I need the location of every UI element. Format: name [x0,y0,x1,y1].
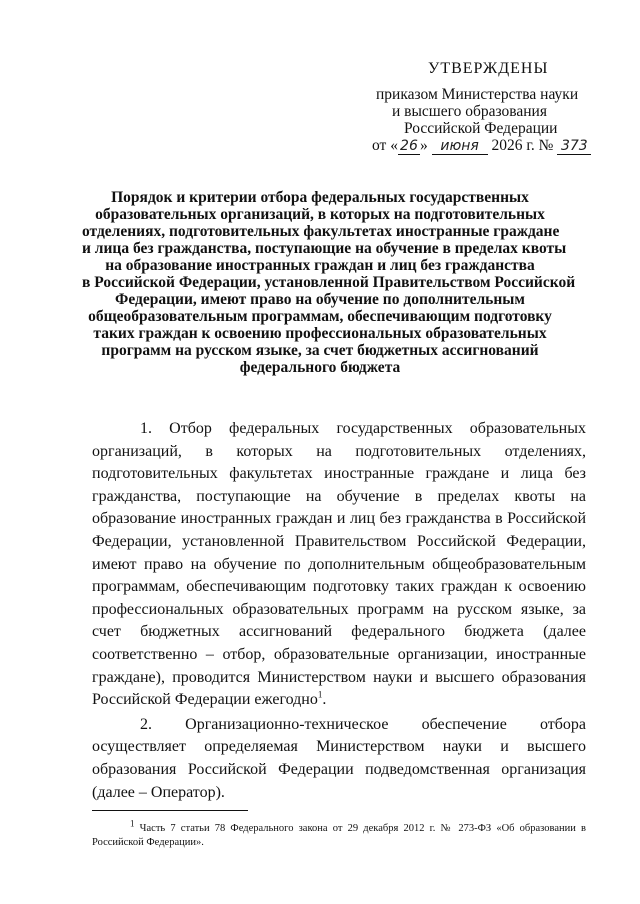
paragraph-1-text: 1. Отбор федеральных государственных образовательных организаций, в которых на подготовительных отделениях, подготовительных факультетах иностранные граждане и лица без гражданства, поступающие на обучение в пределах квоты на образование иностранных граждан и лиц без гражданства в Российской Федерации, установленной Правительством Российской Федерации, имеют право на обучение по дополнительным общеобразовательным программам, обеспечивающим подготовку таких граждан к освоению профессиональных образовательных программ на русском языке, за счет бюджетных ассигнований федерального бюджета (далее соответственно – отбор, образовательные организации, иностранные граждане), проводится Министерством науки и высшего образования Российской Федерации ежегодно [92,420,586,709]
title-line: общеобразовательным программам, обеспечивающим подготовку [88,308,552,325]
date-year: 2026 г. № [487,137,558,154]
title-line: таких граждан к освоению профессиональных образовательных [93,325,547,342]
title-line: образовательных организаций, в которых на подготовительных [95,206,545,223]
title-line: Порядок и критерии отбора федеральных государственных [111,189,529,206]
footnote-separator [92,810,248,811]
footnote-reference: 1 [317,689,323,700]
approval-line-ministry: и высшего образования [392,103,547,120]
date-mid: » [419,137,432,154]
title-line: на образование иностранных граждан и лиц без гражданства [105,257,535,274]
document-body [92,418,586,804]
footnote [92,818,586,850]
title-line: Федерации, имеют право на обучение по дополнительным [115,291,525,308]
title-line: отделениях, подготовительных факультетах иностранные граждане [82,223,560,240]
title-line: федерального бюджета [239,359,401,376]
order-number: 373 [557,139,591,155]
approval-heading: УТВЕРЖДЕНЫ [428,60,549,77]
approval-line-country: Российской Федерации [404,120,558,137]
approval-line-order: приказом Министерства науки [376,86,579,103]
footnote-mark: 1 [130,818,135,829]
paragraph-2: 2. Организационно-техническое обеспечение отбора осуществляет определяемая Министерством науки и высшего образования Российской Федерации подведомственная организация (далее – Оператор). [92,715,586,801]
approval-date-line [372,137,591,155]
date-month: июня [432,139,488,155]
document-title [82,189,576,376]
footnote-text: Часть 7 статьи 78 Федерального закона от 29 декабря 2012 г. № 273-ФЗ «Об образовании в Российской Федерации». [92,823,586,848]
title-line: в Российской Федерации, установленной Правительством Российской [82,274,576,291]
paragraph-1-end: . [322,691,327,709]
date-day: 26 [398,139,420,155]
paragraph-1 [92,418,586,712]
date-prefix: от « [372,137,398,154]
title-line: и лица без гражданства, поступающие на обучение в пределах квоты [82,240,567,257]
title-line: программ на русском языке, за счет бюджетных ассигнований [101,342,539,359]
